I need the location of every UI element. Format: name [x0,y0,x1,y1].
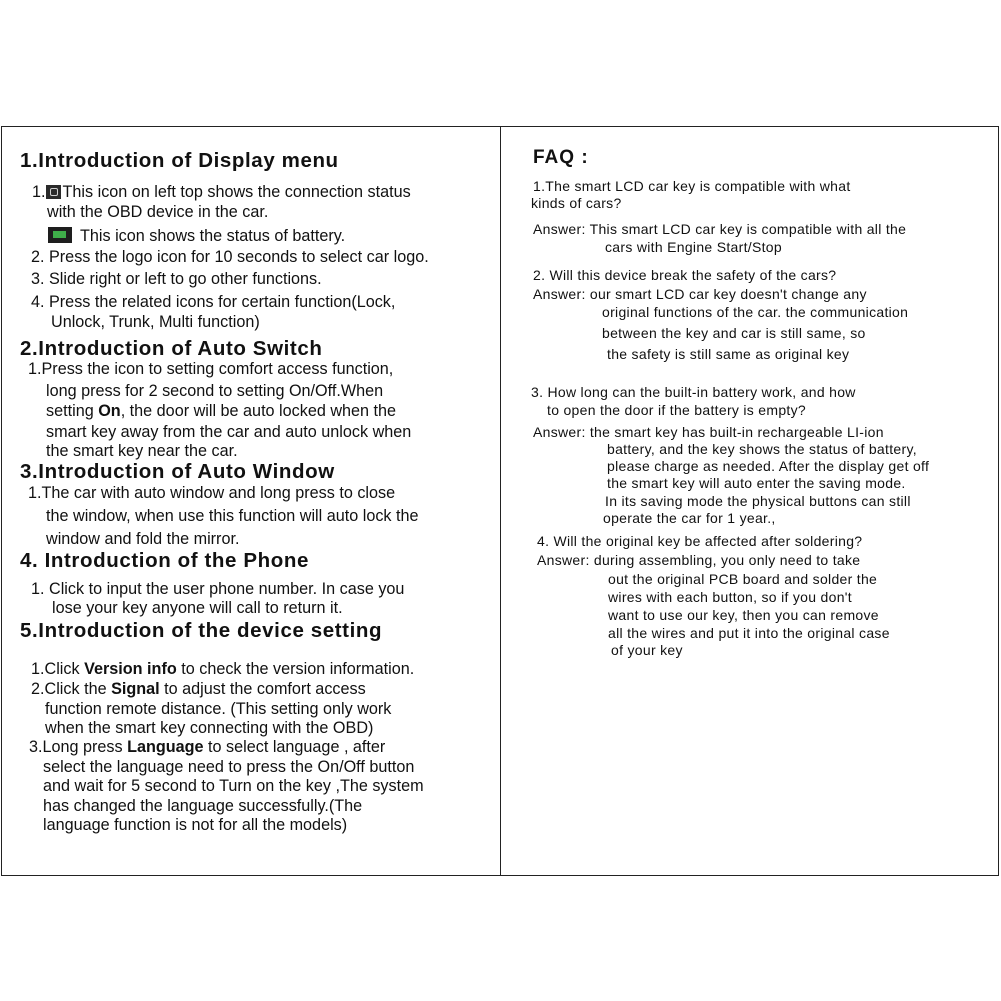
faq-a3-line-5: In its saving mode the physical buttons can still [605,493,911,509]
faq-a2-line-3: between the key and car is still same, so [602,325,866,341]
phone-line-1: 1. Click to input the user phone number. In case you [31,580,405,598]
display-menu-item-2: 2. Press the logo icon for 10 seconds to select car logo. [31,248,429,266]
display-menu-item-1-cont: with the OBD device in the car. [47,203,269,221]
auto-switch-line-5: the smart key near the car. [46,442,238,460]
device-setting-line-3: function remote distance. (This setting only work [45,700,392,718]
faq-q1-line-1: 1.The smart LCD car key is compatible with what [533,178,851,194]
language-keyword: Language [127,738,204,756]
faq-q4-line-1: 4. Will the original key be affected after soldering? [537,533,863,549]
auto-window-heading: 3.Introduction of Auto Window [20,460,335,483]
signal-keyword: Signal [111,680,160,698]
device-setting-line-8: has changed the language successfully.(The [43,797,363,815]
device-setting-line-6: select the language need to press the On/Off button [43,758,415,776]
phone-line-2: lose your key anyone will call to return it. [52,599,343,617]
version-info-keyword: Version info [84,660,177,678]
item-number: 1. [32,183,46,201]
text-run: setting [46,402,99,420]
device-setting-line-4: when the smart key connecting with the OBD) [45,719,374,737]
faq-q3-line-1: 3. How long can the built-in battery work, and how [531,384,856,400]
auto-switch-line-4: smart key away from the car and auto unlock when [46,423,412,441]
text-run: to check the version information. [176,660,415,678]
faq-a3-line-1: Answer: the smart key has built-in rechargeable LI-ion [533,424,884,440]
auto-switch-heading: 2.Introduction of Auto Switch [20,337,323,360]
faq-a2-line-2: original functions of the car. the communication [602,304,909,320]
on-keyword: On [98,402,121,420]
column-divider [500,126,501,876]
connection-status-icon [46,185,61,199]
display-menu-heading: 1.Introduction of Display menu [20,149,339,172]
faq-a4-line-5: all the wires and put it into the original case [608,625,890,641]
device-setting-line-1 [31,660,414,679]
text-run: , the door will be auto locked when the [120,402,397,420]
item-text: This icon shows the status of battery. [80,227,346,245]
display-menu-item-1 [32,183,411,202]
text-run: 2.Click the [31,680,112,698]
faq-a4-line-3: wires with each button, so if you don't [608,589,852,605]
faq-a1-line-2: cars with Engine Start/Stop [605,239,782,255]
device-setting-line-7: and wait for 5 second to Turn on the key ,The system [43,777,424,795]
faq-a3-line-4: the smart key will auto enter the saving mode. [607,475,906,491]
phone-heading: 4. Introduction of the Phone [20,549,309,572]
auto-switch-line-3 [46,402,396,421]
faq-q1-line-2: kinds of cars? [531,195,622,211]
text-run: 1.Click [31,660,85,678]
display-menu-item-4-cont: Unlock, Trunk, Multi function) [51,313,260,331]
faq-q3-line-2: to open the door if the battery is empty? [547,402,807,418]
device-setting-heading: 5.Introduction of the device setting [20,619,383,642]
faq-a2-line-4: the safety is still same as original key [607,346,850,362]
faq-a4-line-6: of your key [611,642,683,658]
auto-switch-line-1: 1.Press the icon to setting comfort access function, [28,360,394,378]
faq-a4-line-4: want to use our key, then you can remove [608,607,879,623]
auto-window-line-2: the window, when use this function will auto lock the [46,507,419,525]
faq-a3-line-6: operate the car for 1 year., [603,510,776,526]
text-run: to adjust the comfort access [159,680,366,698]
faq-a3-line-2: battery, and the key shows the status of battery, [607,441,917,457]
faq-a1-line-1: Answer: This smart LCD car key is compatible with all the [533,221,907,237]
display-menu-item-4: 4. Press the related icons for certain function(Lock, [31,293,396,311]
faq-a3-line-3: please charge as needed. After the display get off [607,458,930,474]
display-menu-item-1b [48,227,345,246]
device-setting-line-5 [29,738,385,757]
device-setting-line-2 [31,680,366,699]
auto-window-line-3: window and fold the mirror. [46,530,240,548]
display-menu-item-3: 3. Slide right or left to go other functions. [31,270,322,288]
item-text: This icon on left top shows the connection status [62,183,411,201]
device-setting-line-9: language function is not for all the models) [43,816,348,834]
faq-heading: FAQ : [533,147,589,168]
auto-switch-line-2: long press for 2 second to setting On/Off.When [46,382,384,400]
faq-q2-line-1: 2. Will this device break the safety of the cars? [533,267,837,283]
battery-status-icon [48,227,72,243]
faq-a4-line-2: out the original PCB board and solder the [608,571,878,587]
faq-a4-line-1: Answer: during assembling, you only need to take [537,552,861,568]
text-run: to select language , after [203,738,386,756]
faq-a2-line-1: Answer: our smart LCD car key doesn't change any [533,286,867,302]
auto-window-line-1: 1.The car with auto window and long press to close [28,484,396,502]
text-run: 3.Long press [29,738,128,756]
